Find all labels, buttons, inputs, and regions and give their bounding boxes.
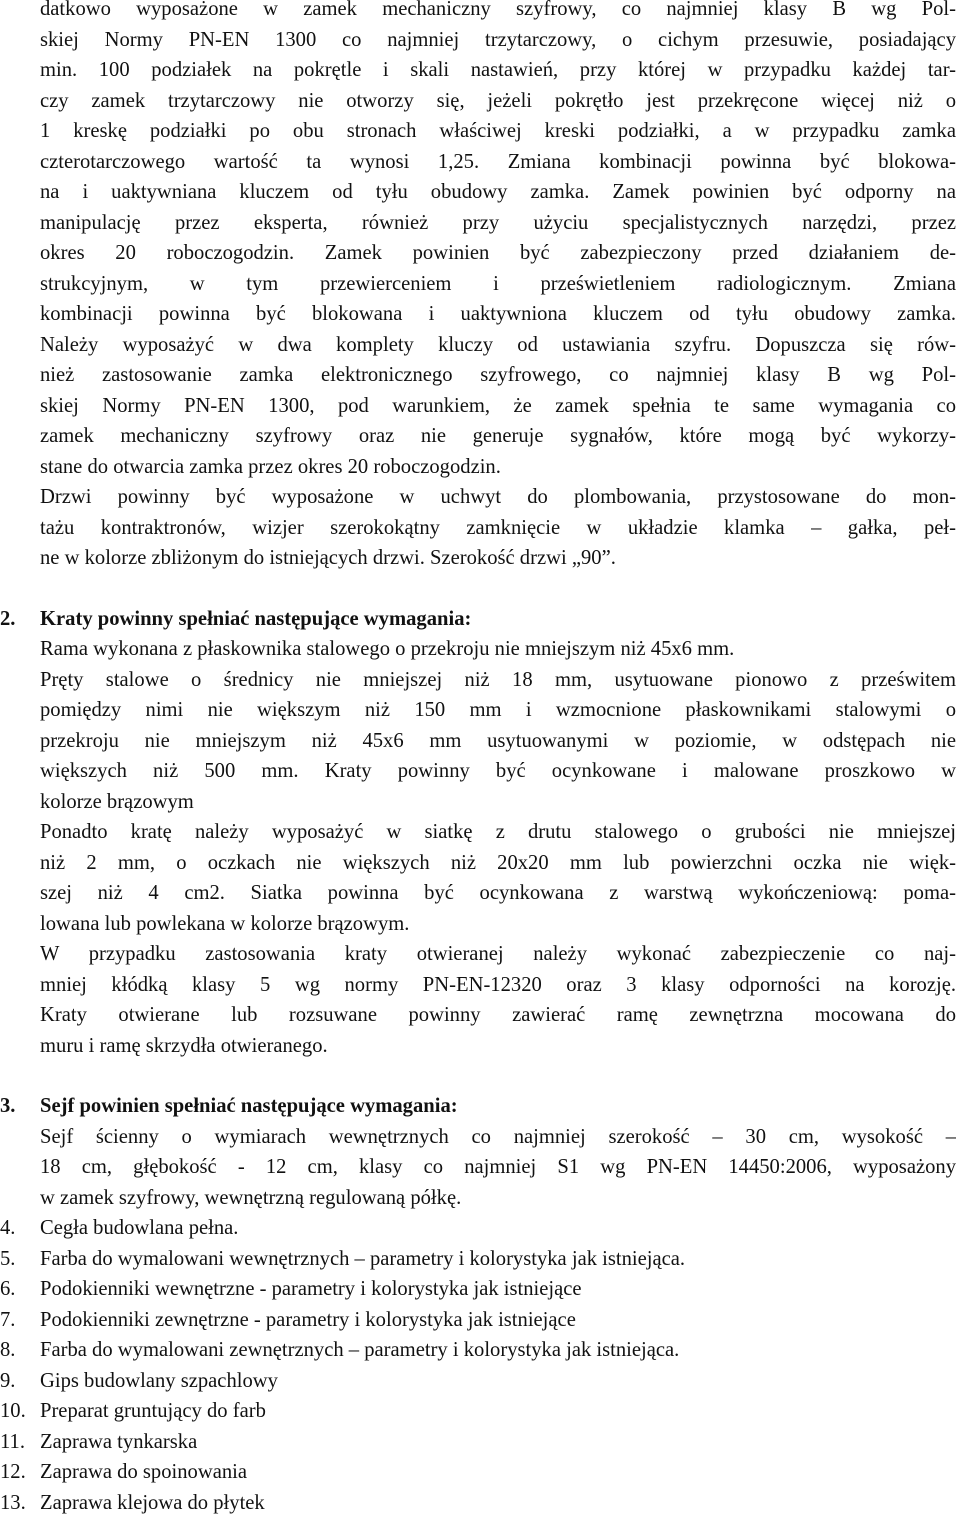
list-item xyxy=(0,1335,956,1366)
text-line: mniej kłódką klasy 5 wg normy PN-EN-12320 oraz 3 klasy odporności na korozję. xyxy=(40,973,956,996)
section-number: 3. xyxy=(0,1095,16,1117)
item-number: 6. xyxy=(0,1278,16,1300)
item-number: 13. xyxy=(0,1491,26,1514)
list-item xyxy=(0,1396,956,1427)
text-line: szej niż 4 cm2. Siatka powinna być ocynkowana z warstwą wykończeniową: poma- xyxy=(40,882,956,904)
item-number: 10. xyxy=(0,1400,26,1422)
item-text: Podokienniki zewnętrzne - parametry i kolorystyka jak istniejące xyxy=(40,1308,576,1331)
text-line: manipulację przez eksperta, również przy użyciu specjalistycznych narzędzi, przez xyxy=(40,211,956,234)
text-line: pomiędzy nimi nie większym niż 150 mm i wzmocnione płaskownikami stalowymi o xyxy=(40,699,956,721)
item-text: Gips budowlany szpachlowy xyxy=(40,1369,278,1392)
text-line: okres 20 roboczogodzin. Zamek powinien być zabezpieczony przed działaniem de- xyxy=(40,242,956,264)
item-text: Cegła budowlana pełna. xyxy=(40,1217,239,1239)
list-item xyxy=(0,1305,956,1336)
text-line: nież zastosowanie zamka elektronicznego szyfrowego, co najmniej klasy B wg Pol- xyxy=(40,364,956,386)
text-line: W przypadku zastosowania kraty otwieranej należy wykonać zabezpieczenie co naj- xyxy=(40,943,956,965)
text-line: kombinacji powinna być blokowana i uaktywniona kluczem od tyłu obudowy zamka. xyxy=(40,303,956,325)
text-line: ne w kolorze zbliżonym do istniejących drzwi. Szerokość drzwi „90”. xyxy=(40,547,616,569)
item-number: 8. xyxy=(0,1339,16,1361)
text-line: większych niż 500 mm. Kraty powinny być ocynkowane i malowane proszkowo w xyxy=(40,760,956,782)
text-line: Kraty otwierane lub rozsuwane powinny zawierać ramę zewnętrzna mocowana do xyxy=(40,1004,956,1026)
item-text: Zaprawa tynkarska xyxy=(40,1430,198,1453)
text-line: min. 100 podziałek na pokrętle i skali nastawień, przy której w przypadku każdej tar- xyxy=(40,59,956,81)
item-text: Zaprawa do spoinowania xyxy=(40,1461,248,1483)
section-number: 2. xyxy=(0,607,16,630)
list-item xyxy=(0,1213,956,1244)
item-number: 4. xyxy=(0,1217,16,1239)
section-heading-safe xyxy=(0,1091,956,1122)
text-line: w zamek szyfrowy, wewnętrzną regulowaną półkę. xyxy=(40,1186,462,1209)
item-text: Preparat gruntujący do farb xyxy=(40,1400,266,1422)
item-number: 7. xyxy=(0,1308,16,1331)
text-line: 18 cm, głębokość - 12 cm, klasy co najmniej S1 wg PN-EN 14450:2006, wyposażony xyxy=(40,1156,956,1178)
list-item xyxy=(0,1366,956,1397)
list-item xyxy=(0,1274,956,1305)
text-line: muru i ramę skrzydła otwieranego. xyxy=(40,1034,328,1057)
list-item xyxy=(0,1488,956,1519)
spacer xyxy=(0,574,956,604)
paragraph-door-requirements xyxy=(0,482,956,574)
text-line: lowana lub powlekana w kolorze brązowym. xyxy=(40,912,410,935)
text-line: na i uaktywniana kluczem od tyłu obudowy zamka. Zamek powinien być odporny na xyxy=(40,181,956,203)
list-item xyxy=(0,1244,956,1275)
text-line: datkowo wyposażone w zamek mechaniczny szyfrowy, co najmniej klasy B wg Pol- xyxy=(40,0,956,20)
text-line: niż 2 mm, o oczkach nie większych niż 20x20 mm lub powierzchni oczka nie więk- xyxy=(40,851,956,874)
text-line: stane do otwarcia zamka przez okres 20 roboczogodzin. xyxy=(40,455,501,478)
materials-list xyxy=(0,1213,956,1518)
text-line: skiej Normy PN-EN 1300 co najmniej trzytarczowy, o cichym przesuwie, posiadający xyxy=(40,28,956,51)
text-line: Rama wykonana z płaskownika stalowego o przekroju nie mniejszym niż 45x6 mm. xyxy=(40,638,735,660)
item-number: 12. xyxy=(0,1461,26,1483)
text-line: skiej Normy PN-EN 1300, pod warunkiem, że zamek spełnia te same wymagania co xyxy=(40,394,956,417)
text-line: tażu kontraktronów, wizjer szerokokątny zamknięcie w układzie klamka – gałka, peł- xyxy=(40,516,956,539)
text-line: Należy wyposażyć w dwa komplety kluczy od ustawiania szyfru. Dopuszcza się rów- xyxy=(40,333,956,356)
text-line: czy zamek trzytarczowy nie otworzy się, jeżeli pokrętło jest przekręcone więcej niż o xyxy=(40,89,956,112)
text-line: Sejf ścienny o wymiarach wewnętrznych co najmniej szerokość – 30 cm, wysokość – xyxy=(40,1125,956,1148)
paragraph-lock-requirements xyxy=(0,0,956,482)
spacer xyxy=(0,1061,956,1091)
item-text: Zaprawa klejowa do płytek xyxy=(40,1491,265,1514)
section-body-safe xyxy=(0,1122,956,1214)
item-number: 9. xyxy=(0,1369,16,1392)
section-title: Sejf powinien spełniać następujące wymagania: xyxy=(40,1095,458,1117)
text-line: 1 kreskę podziałki po obu stronach właściwej kreski podziałki, a w przypadku zamka xyxy=(40,120,956,142)
text-line: Drzwi powinny być wyposażone w uchwyt do plombowania, przystosowane do mon- xyxy=(40,486,956,508)
text-line: czterotarczowego wartość ta wynosi 1,25. Zmiana kombinacji powinna być blokowa- xyxy=(40,150,956,173)
section-heading-grates xyxy=(0,604,956,635)
item-number: 11. xyxy=(0,1430,25,1453)
text-line: Ponadto kratę należy wyposażyć w siatkę z drutu stalowego o grubości nie mniejszej xyxy=(40,821,956,843)
item-text: Farba do wymalowani wewnętrznych – parametry i kolorystyka jak istniejąca. xyxy=(40,1247,686,1270)
section-body-grates xyxy=(0,634,956,1061)
text-line: zamek mechaniczny szyfrowy oraz nie generuje sygnałów, które mogą być wykorzy- xyxy=(40,425,956,447)
section-title: Kraty powinny spełniać następujące wymagania: xyxy=(40,607,472,630)
item-text: Podokienniki wewnętrzne - parametry i kolorystyka jak istniejące xyxy=(40,1278,582,1300)
text-line: kolorze brązowym xyxy=(40,790,194,813)
item-number: 5. xyxy=(0,1247,16,1270)
list-item xyxy=(0,1457,956,1488)
list-item xyxy=(0,1427,956,1458)
item-text: Farba do wymalowani zewnętrznych – parametry i kolorystyka jak istniejąca. xyxy=(40,1339,680,1361)
text-line: strukcyjnym, w tym przewierceniem i prześwietleniem radiologicznym. Zmiana xyxy=(40,272,956,295)
text-line: przekroju nie mniejszym niż 45x6 mm usytuowanymi w poziomie, w odstępach nie xyxy=(40,729,956,752)
text-line: Pręty stalowe o średnicy nie mniejszej niż 18 mm, usytuowane pionowo z prześwitem xyxy=(40,668,956,691)
